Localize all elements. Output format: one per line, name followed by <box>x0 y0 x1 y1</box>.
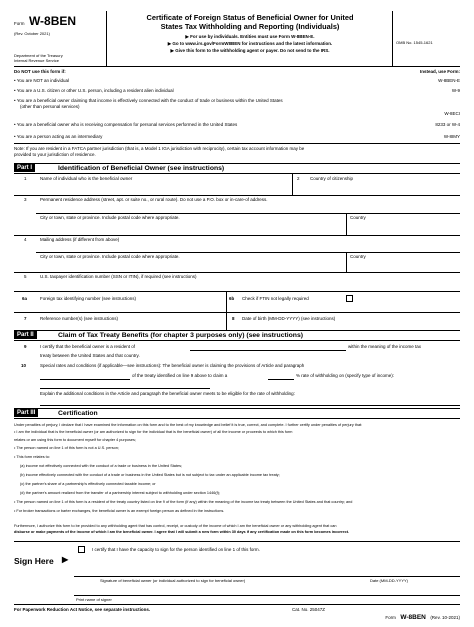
footer-form-word: Form <box>385 615 396 620</box>
signature-date-label: Date (MM-DD-YYYY) <box>370 578 409 583</box>
line1-number: 1 <box>24 176 27 181</box>
line9-text-b: within the meaning of the income tax <box>348 344 422 349</box>
line2-number: 2 <box>297 176 300 181</box>
income-type-field[interactable] <box>40 388 210 389</box>
part2-label: Part II <box>14 331 37 339</box>
cert-line: (a) income not effectively connected with the conduct of a trade or business in the United States; <box>20 464 183 468</box>
line6b-label: Check if FTIN not legally required <box>242 296 309 301</box>
part3-title: Certification <box>58 410 98 417</box>
part3-label: Part III <box>14 409 38 417</box>
residence-address-field[interactable] <box>36 203 456 213</box>
line3-number: 3 <box>24 197 27 202</box>
signature-field[interactable] <box>74 565 354 575</box>
line9-text-a: I certify that the beneficial owner is a resident of <box>40 344 136 349</box>
fatca-note-line2: provided to your jurisdiction of residence. <box>14 152 96 157</box>
instruction-link[interactable]: ▶ Go to www.irs.gov/FormW8BEN for instructions and the latest information. <box>167 41 333 46</box>
name-field[interactable] <box>36 182 290 194</box>
line10-number: 10 <box>21 363 27 368</box>
mailing-city-label: City or town, state or province. Include postal code where appropriate. <box>40 254 180 259</box>
alt-form-3: W-8ECI <box>444 111 460 116</box>
cert-line: • The person named on line 1 of this form is not a U.S. person; <box>14 446 119 450</box>
instead-use-heading: Instead, use Form: <box>419 69 460 74</box>
form-word: Form <box>14 21 25 26</box>
fatca-note-line1: Note: If you are resident in a FATCA partner jurisdiction (that is, a Model 1 IGA jurisdiction with reciprocity), certain tax account information may be <box>14 146 305 151</box>
cert-line: • This form relates to: <box>14 455 50 459</box>
line10-text-d: Explain the additional conditions in the Article and paragraph the beneficial owner meets to be eligible for the rate of withholding: <box>40 391 295 396</box>
line6a-number: 6a <box>22 296 28 301</box>
line3-label: Permanent residence address (street, apt. or suite no., or rural route). Do not use a P.O. box or in-care-of address. <box>40 197 268 202</box>
cert-line: (b) income effectively connected with the conduct of a trade or business in the United States but is not subject to tax under an applicable income tax treaty; <box>20 473 280 477</box>
signature-date-field[interactable] <box>360 565 460 575</box>
signature-label: Signature of beneficial owner (or individual authorized to sign for beneficial owner) <box>100 578 246 583</box>
dont-use-row-5: • You are a person acting as an intermediary <box>14 134 103 139</box>
form-number: W-8BEN <box>28 14 77 28</box>
tin-field[interactable] <box>36 280 456 290</box>
form-title-line2: States Tax Withholding and Reporting (Individuals) <box>160 22 340 31</box>
paperwork-notice: For Paperwork Reduction Act Notice, see separate instructions. <box>14 607 151 612</box>
mailing-address-field[interactable] <box>36 243 456 252</box>
instruction-use: ▶ For use by individuals. Entities must use Form W-8BEN-E. <box>185 34 315 39</box>
footer-form-number: W-8BEN <box>400 614 426 621</box>
sign-arrow-icon: ▶ <box>62 555 69 564</box>
department-line2: Internal Revenue Service <box>14 58 59 63</box>
cert-line: (c) the partner's share of a partnership's effectively connected taxable income; or <box>20 482 156 486</box>
dont-use-row-2: • You are a U.S. citizen or other U.S. person, including a resident alien individual <box>14 88 174 93</box>
revision-date: (Rev. October 2021) <box>14 31 50 36</box>
line4-label: Mailing address (if different from above) <box>40 237 120 242</box>
line6b-number: 6b <box>229 296 235 301</box>
capacity-label: I certify that I have the capacity to sign for the person identified on line 1 of this form. <box>92 547 260 552</box>
line5-label: U.S. taxpayer identification number (SSN or ITIN), if required (see instructions) <box>40 274 197 279</box>
omb-number: OMB No. 1545-1621 <box>396 40 433 45</box>
line5-number: 5 <box>24 274 27 279</box>
line9-number: 9 <box>24 344 27 349</box>
line7-number: 7 <box>24 316 27 321</box>
mailing-city-field[interactable] <box>36 260 342 271</box>
mailing-country-field[interactable] <box>350 260 458 271</box>
line10-text-a: Special rates and conditions (if applicable—see instructions): The beneficial owner is claiming the provisions of Article and paragraph <box>40 363 305 368</box>
authorization-line1: Furthermore, I authorize this form to be provided to any withholding agent that has control, receipt, or custody of the income of which I am the beneficial owner or any withholding agent that can <box>14 524 337 528</box>
form-title-line1: Certificate of Foreign Status of Beneficial Owner for United <box>146 13 354 22</box>
part2-title: Claim of Tax Treaty Benefits (for chapter 3 purposes only) (see instructions) <box>58 332 303 339</box>
capacity-checkbox[interactable] <box>78 546 85 553</box>
line10-text-b: of the treaty identified on line 9 above to claim a <box>132 373 228 378</box>
cert-line: Under penalties of perjury, I declare that I have examined the information on this form and to the best of my knowledge and belief it is true, correct, and complete. I further certify under penalties of perjury that: <box>14 423 363 427</box>
withholding-rate-field[interactable] <box>268 379 294 380</box>
residence-city-label: City or town, state or province. Include postal code where appropriate. <box>40 215 180 220</box>
mailing-country-label: Country <box>350 254 366 259</box>
cert-line: • I am the individual that is the beneficial owner (or am authorized to sign for the individual that is the beneficial owner) of all the income or proceeds to which this form <box>14 430 293 434</box>
line2-label: Country of citizenship <box>310 176 354 181</box>
line8-label: Date of birth (MM-DD-YYYY) (see instructions) <box>242 316 336 321</box>
print-name-field[interactable] <box>74 584 454 594</box>
dont-use-row-3: • You are a beneficial owner claiming that income is effectively connected with the conduct of trade or business within the United States <box>14 98 283 103</box>
alt-form-1: W-8BEN-E <box>438 78 460 83</box>
dont-use-row-3b: (other than personal services) <box>20 104 80 109</box>
residence-country-field[interactable] <box>350 222 458 234</box>
cert-line: relates or am using this form to document myself for chapter 4 purposes; <box>14 438 136 442</box>
footer-revision: (Rev. 10-2021) <box>430 615 460 620</box>
certification-text <box>14 421 460 516</box>
ftin-field[interactable] <box>36 302 222 311</box>
dont-use-row-1: • You are NOT an individual <box>14 78 70 83</box>
authorization-line2: disburse or make payments of the income of which I am the beneficial owner. I agree that I will submit a new form within 30 days if any certification made on this form becomes incorrect. <box>14 530 350 534</box>
line10-text-c: % rate of withholding on (specify type of income): <box>296 373 395 378</box>
cert-line: (d) the partner's amount realized from the transfer of a partnership interest subject to withholding under section 1446(f); <box>20 491 220 495</box>
form-number-block <box>14 12 76 30</box>
line7-label: Reference number(s) (see instructions) <box>40 316 119 321</box>
cert-line: • The person named on line 1 of this form is a resident of the treaty country listed on line 9 of the form (if any) within the meaning of the income tax treaty between the United States and that country; and <box>14 500 353 504</box>
sign-here-heading: Sign Here <box>14 556 54 566</box>
article-paragraph-field[interactable] <box>40 379 130 380</box>
form-title <box>108 13 392 31</box>
date-of-birth-field[interactable] <box>242 322 458 329</box>
ftin-not-required-checkbox[interactable] <box>346 295 353 302</box>
line1-label: Name of individual who is the beneficial owner <box>40 176 133 181</box>
reference-number-field[interactable] <box>36 322 222 329</box>
dont-use-row-4: • You are a beneficial owner who is receiving compensation for personal services performed in the United States <box>14 122 238 127</box>
department-line1: Department of the Treasury <box>14 53 63 58</box>
do-not-use-heading: Do NOT use this form if: <box>14 69 66 74</box>
part1-title: Identification of Beneficial Owner (see instructions) <box>58 165 225 172</box>
alt-form-4: 8233 or W-4 <box>435 122 460 127</box>
part1-label: Part I <box>14 164 35 172</box>
cert-line: • For broker transactions or barter exchanges, the beneficial owner is an exempt foreign person as defined in the instructions. <box>14 509 225 513</box>
alt-form-2: W-9 <box>451 88 460 93</box>
catalog-number: Cat. No. 25047Z <box>292 607 326 612</box>
conditions-field-1[interactable] <box>40 405 460 406</box>
print-name-label: Print name of signer <box>76 597 112 602</box>
citizenship-field[interactable] <box>296 182 458 194</box>
line8-number: 8 <box>232 316 235 321</box>
line9-text-c: treaty between the United States and that country. <box>40 353 140 358</box>
instruction-give: ▶ Give this form to the withholding agent or payer. Do not send to the IRS. <box>170 48 330 53</box>
treaty-country-field[interactable] <box>190 350 346 351</box>
line4-number: 4 <box>24 237 27 242</box>
residence-city-field[interactable] <box>36 222 342 234</box>
footer-form-id <box>368 606 460 624</box>
alt-form-5: W-8IMY <box>443 134 460 139</box>
residence-country-label: Country <box>350 215 366 220</box>
line6a-label: Foreign tax identifying number (see instructions) <box>40 296 137 301</box>
